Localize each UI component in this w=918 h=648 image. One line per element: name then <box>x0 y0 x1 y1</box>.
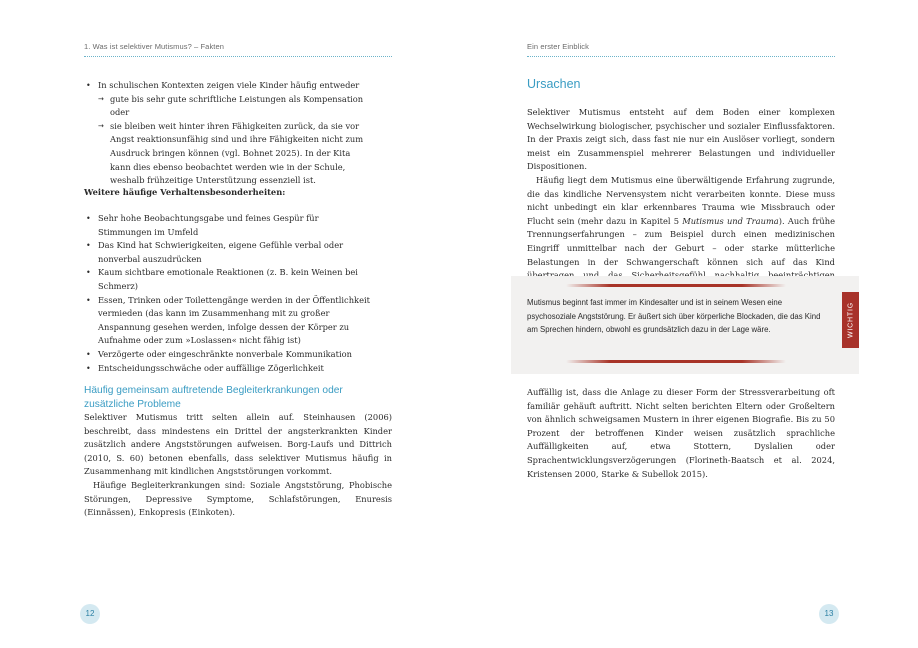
list-item: • Essen, Trinken oder Toilettengänge werden in der Öffentlichkeit vermieden (das kann im Zusammenhang mit zu großer Anspannung gesehen werden, infolge dessen der Körper zu Aufnahme oder zum »Loslassen« nicht fähig ist) <box>84 294 372 348</box>
intro-bullet: • In schulischen Kontexten zeigen viele Kinder häufig entweder <box>84 79 372 93</box>
chapter-reference: Mutismus und Trauma <box>682 215 779 226</box>
header-rule-right <box>527 56 835 57</box>
running-header-left: 1. Was ist selektiver Mutismus? – Fakten <box>84 42 225 51</box>
text-span: Häufig liegt dem Mutismus eine überwältigende Erfahrung zugrunde, die das kindliche Nervensystem nicht verarbeiten konnte. Diese muss nicht unbedingt ein klar erkennbares Trauma wie Missbrauch oder Flucht sein (mehr dazu in Kapitel 5 <box>527 174 835 226</box>
behaviour-subheading: Weitere häufige Verhaltensbesonderheiten: <box>84 187 286 197</box>
page-number-left: 12 <box>80 604 100 624</box>
left-intro <box>84 79 372 188</box>
paragraph: Selektiver Mutismus tritt selten allein auf. Steinhausen (2006) beschreibt, dass mindestens ein Drittel der angsterkrankten Kinder zusätzlich andere Angststörungen aufweisen. Borg-Laufs und Dittrich (2010, S. 60) betonen ebenfalls, dass selektiver Mutismus häufig in Zusammenhang mit kindlichen Angststörungen vorkommt. <box>84 412 392 477</box>
list-item: • Verzögerte oder eingeschränkte nonverbale Kommunikation <box>84 348 372 362</box>
paragraph: Selektiver Mutismus entsteht auf dem Boden einer komplexen Wechselwirkung biologischer, psychischer und sozialer Einflussfaktoren. In der Praxis zeigt sich, dass fast nie nur ein Auslöser vorliegt, sondern meist ein Zusammenspiel mehrerer Belastungen und individueller Dispositionen. <box>527 107 835 172</box>
page-number-right: 13 <box>819 604 839 624</box>
list-item: • Kaum sichtbare emotionale Reaktionen (z. B. kein Weinen bei Schmerz) <box>84 266 372 293</box>
list-item: • Das Kind hat Schwierigkeiten, eigene Gefühle verbal oder nonverbal auszudrücken <box>84 239 372 266</box>
section-heading-causes: Ursachen <box>527 77 581 91</box>
behaviour-list <box>84 212 372 375</box>
important-callout <box>511 276 859 374</box>
intro-arrow-item: → gute bis sehr gute schriftliche Leistungen als Kompensation oder <box>96 93 372 120</box>
running-header-right: Ein erster Einblick <box>527 42 589 51</box>
important-tag-label: WICHTIG <box>847 302 854 338</box>
text-span: ). Auch frühe Trennungserfahrungen – zum Beispiel durch einen medizinischen Eingriff unmittelbar nach der Geburt – oder starke mütterliche Belastungen in der Schwangerschaft können sich auf das Kind <box>527 215 835 267</box>
comorbidities-text <box>84 411 392 520</box>
intro-arrow-item: → sie bleiben weit hinter ihren Fähigkeiten zurück, da sie vor Angst reaktionsunfähig sind und ihre Fähigkeiten nicht zum Ausdruck bringen können (vgl. Bohnet 2025). In der Kita kann dies ebenso beobachtet werden wie in der Schule, weshalb frühzeitige Unterstützung essenziell ist. <box>96 120 372 188</box>
important-tag <box>842 292 859 348</box>
list-item: • Sehr hohe Beobachtungsgabe und feines Gespür für Stimmungen im Umfeld <box>84 212 372 239</box>
section-heading-comorbidities: Häufig gemeinsam auftretende Begleiterkrankungen oder zusätzliche Probleme <box>84 385 343 410</box>
paragraph: Häufige Begleiterkrankungen sind: Soziale Angststörung, Phobische Störungen, Depressive Symptome, Schlafstörungen, Enuresis (Einnässen), Enkopresis (Einkoten). <box>84 479 392 518</box>
list-item: • Entscheidungsschwäche oder auffällige Zögerlichkeit <box>84 362 372 376</box>
brush-stroke-bottom <box>566 360 786 363</box>
causes-text <box>527 106 835 296</box>
heredity-text: Auffällig ist, dass die Anlage zu dieser Form der Stressverarbeitung oft familiär gehäuft auftritt. Nicht selten berichten Eltern oder Großeltern von ähnlich schweigsamen Mustern in ihrer eigenen Biografie. Bis zu 50 Prozent der betroffenen Kinder weisen zusätzlich sprachliche Auffälligkeiten auf, etwa Stottern, Dyslalien oder Sprachentwicklungsverzögerungen (Florineth-Baatsch et al. 2024, Kristensen 2000, Starke & Subellok 2015). <box>527 387 835 479</box>
header-rule-left <box>84 56 392 57</box>
callout-text: Mutismus beginnt fast immer im Kindesalter und ist in seinem Wesen eine psychosoziale Angststörung. Er äußert sich über körperliche Blockaden, die das Kind am Sprechen hindern, obwohl es grundsätzlich dazu in der Lage wäre. <box>527 298 821 335</box>
brush-stroke-top <box>566 284 786 287</box>
